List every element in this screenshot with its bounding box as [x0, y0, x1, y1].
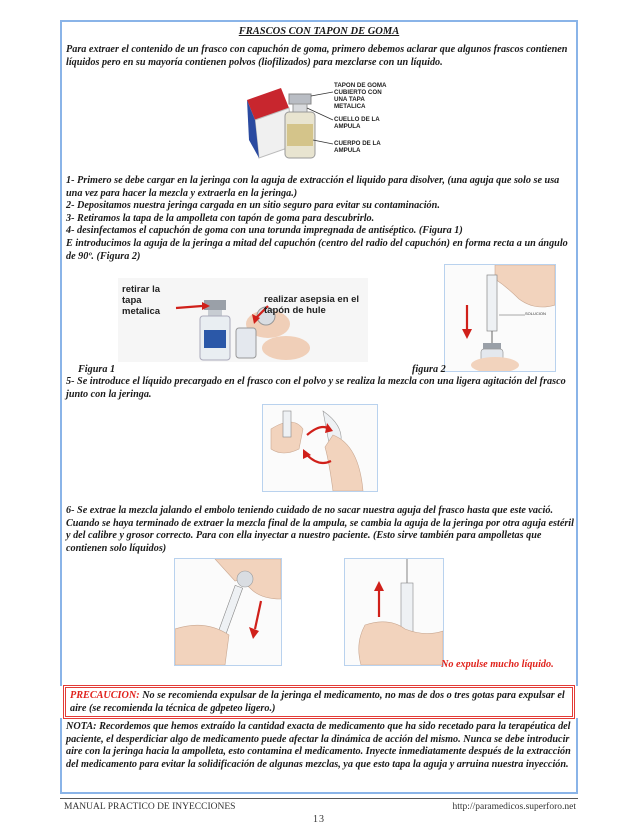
figure-3-illustration — [263, 405, 377, 491]
figure-4-illustration — [175, 559, 281, 665]
footer-left: MANUAL PRACTICO DE INYECCIONES — [64, 802, 236, 812]
step-6: 6- Se extrae la mezcla jalando el embolo teniendo cuidado de no sacar nuestra aguja del frasco hasta que este vació. Cuando se haya terminado de extraer la mezcla final de la ampula, se cambia la aguja de la jeringa por otra aguja estéril y del calibre y grosor correcto. Para con ella inyectar a nuestro paciente. (Esto sirve también para ampolletas que contienen solo líquidos) — [66, 505, 574, 554]
step-5: 5- Se introduce el líquido precargado en el frasco con el polvo y se realiza la mezcla con una ligera agitación del frasco junto con la jeringa. — [66, 376, 566, 400]
page-number: 13 — [313, 814, 325, 825]
label-cuello: CUELLO DE LA AMPULA — [334, 116, 380, 130]
figure-2-label: SOLUCION — [525, 311, 546, 316]
step-4b: E introducimos la aguja de la jeringa a mitad del capuchón (centro del radio del capuchón) en forma recta a un ángulo de 90º. (Figura 2) — [66, 237, 568, 262]
footer-right: http://paramedicos.superforo.net — [452, 802, 576, 812]
step-4: 4- desinfectamos el capuchón de goma con una torunda impregnada de antiséptico. (Figura 1) — [66, 225, 463, 237]
precaucion-text: No se recomienda expulsar de la jeringa el medicamento, no mas de dos o tres gotas para expulsar el aire (se recomienda la técnica de gdpeteo ligero.) — [70, 690, 565, 714]
step-3: 3- Retiramos la tapa de la ampolleta con tapón de goma para descubrirlo. — [66, 212, 375, 224]
step-2: 2- Depositamos nuestra jeringa cargada en un sitio seguro para evitar su contaminación. — [66, 200, 440, 212]
steps-block — [66, 175, 574, 263]
step-1: 1- Primero se debe cargar en la jeringa con la aguja de extracción el liquido para disolver, (una aguja que solo se usa una vez para hacer la mezcla y extraerla en la jeringa.) — [66, 175, 560, 199]
figure-3 — [262, 404, 378, 492]
no-expulse-note: No expulse mucho líquido. — [441, 659, 554, 670]
figure-1-label-left: retirar la tapa metalica — [122, 284, 161, 317]
caption-figura-2: figura 2 — [412, 364, 446, 375]
figure-2-illustration — [445, 265, 555, 371]
figure-5-illustration — [345, 559, 443, 665]
label-cuerpo: CUERPO DE LA AMPULA — [334, 140, 381, 154]
figure-5 — [344, 558, 444, 666]
footer-rule — [60, 798, 578, 799]
figure-2 — [444, 264, 556, 372]
nota-paragraph: NOTA: Recordemos que hemos extraído la cantidad exacta de medicamento que ha sido recetado para la terapéutica del paciente, el desperdiciar algo de medicamento puede afectar la dinámica de acción del mismo. Nunca se debe introducir aire con la jeringa hacia la ampolleta, esto contamina el medicamento. Inyecte inmediatamente después de la extracción del medicamento para evitar la solidificación de algunas mezclas, ya que esto tapa la aguja y arruina nuestra inyección. — [66, 721, 571, 770]
intro-paragraph: Para extraer el contenido de un frasco con capuchón de goma, primero debemos aclarar que algunos frascos contienen líquidos pero en su mayoría contienen polvos (liofilizados) para mezclarse con un líquido. — [66, 44, 568, 68]
label-tapon: TAPON DE GOMA CUBIERTO CON UNA TAPA METALICA — [334, 82, 387, 110]
figure-4 — [174, 558, 282, 666]
figure-1-label-right: realizar asepsia en el tapón de hule — [264, 294, 360, 316]
vial-figure — [241, 80, 393, 164]
figure-1 — [118, 278, 368, 362]
precaucion-box — [63, 685, 575, 719]
precaucion-label: PRECAUCION: — [70, 690, 140, 701]
caption-figura-1: Figura 1 — [78, 364, 116, 375]
page-title: FRASCOS CON TAPON DE GOMA — [238, 26, 400, 37]
